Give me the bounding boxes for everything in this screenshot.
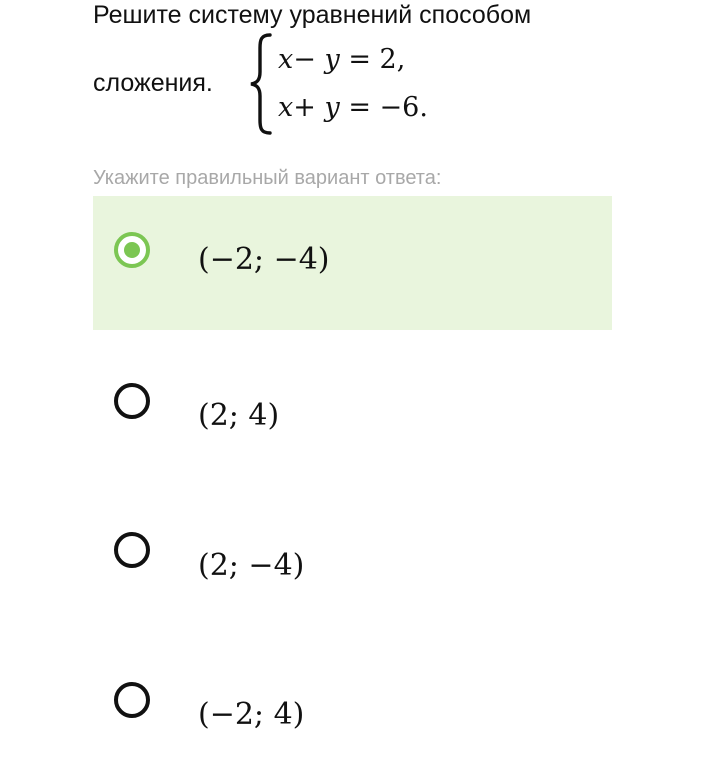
- equation-1: [278, 44, 405, 76]
- equation-1-operator: −: [293, 44, 316, 75]
- equation-2-var-x: x: [278, 92, 294, 123]
- radio-unchecked-icon[interactable]: [114, 532, 150, 568]
- answer-option-label: (−2; 4): [198, 697, 305, 732]
- answer-option-2[interactable]: [93, 346, 612, 480]
- answer-option-4[interactable]: [93, 646, 612, 780]
- answer-option-label: (2; 4): [198, 398, 280, 433]
- answer-option-label: (2; −4): [198, 548, 305, 583]
- equation-2-operator: +: [293, 92, 316, 123]
- radio-unchecked-icon[interactable]: [114, 682, 150, 718]
- radio-dot-icon: [124, 242, 140, 258]
- answer-option-1[interactable]: [93, 196, 612, 330]
- question-text-line2: сложения.: [93, 69, 213, 97]
- answer-hint: Укажите правильный вариант ответа:: [93, 167, 442, 189]
- equation-2-rhs: = −6.: [348, 92, 428, 123]
- equation-system: [248, 32, 478, 136]
- equation-1-var-y: y: [324, 44, 340, 75]
- equation-1-var-x: x: [278, 44, 294, 75]
- equation-1-rhs: = 2,: [348, 44, 406, 75]
- curly-brace-icon: [248, 32, 276, 136]
- equation-2: [278, 92, 428, 124]
- answer-option-3[interactable]: [93, 496, 612, 630]
- equation-2-var-y: y: [324, 92, 340, 123]
- radio-checked-icon[interactable]: [114, 232, 150, 268]
- question-text-line1: Решите систему уравнений способом: [93, 1, 532, 29]
- radio-unchecked-icon[interactable]: [114, 383, 150, 419]
- answer-option-label: (−2; −4): [198, 242, 330, 277]
